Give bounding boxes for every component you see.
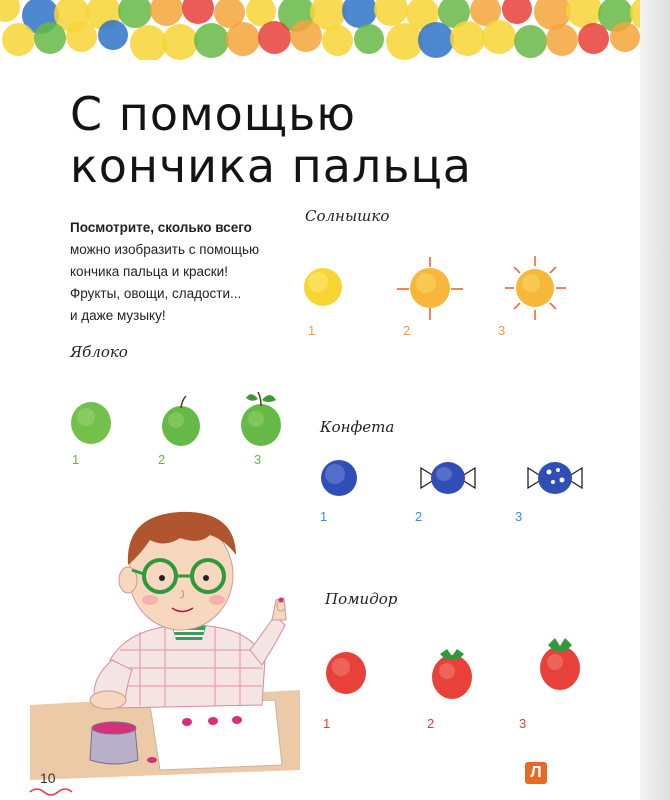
candy-step-2: 2 xyxy=(415,509,423,524)
boy-illustration xyxy=(30,512,300,780)
apple-step-3: 3 xyxy=(254,452,262,467)
tomato-step-1: 1 xyxy=(323,716,331,731)
intro-line-1: Посмотрите, сколько всего xyxy=(70,220,252,235)
tomato-step-3: 3 xyxy=(519,716,527,731)
candy-step-1-illustration xyxy=(321,460,357,496)
candy-step-2-illustration xyxy=(421,462,475,494)
tomato-step-2: 2 xyxy=(427,716,435,731)
tomato-step-1-illustration xyxy=(326,652,366,694)
candy-step-3: 3 xyxy=(515,509,523,524)
tomato-label: Помидор xyxy=(325,590,398,608)
sun-step-3-illustration xyxy=(505,256,566,320)
candy-step-3-illustration xyxy=(528,462,582,494)
page-title-line-2: кончика пальца xyxy=(70,139,472,193)
sun-step-1-illustration xyxy=(304,268,342,306)
sun-step-1: 1 xyxy=(308,323,316,338)
candy-label: Конфета xyxy=(320,418,395,436)
apple-step-2: 2 xyxy=(158,452,166,467)
candy-step-1: 1 xyxy=(320,509,328,524)
sun-label: Солнышко xyxy=(305,207,390,225)
sun-step-3: 3 xyxy=(498,323,506,338)
intro-line-4: Фрукты, овощи, сладости... xyxy=(70,286,242,301)
tomato-step-2-illustration xyxy=(432,649,472,699)
page-number: 10 xyxy=(40,770,56,786)
apple-label: Яблоко xyxy=(70,343,128,361)
apple-step-2-illustration xyxy=(162,396,200,446)
apple-step-1: 1 xyxy=(72,452,80,467)
apple-step-1-illustration xyxy=(71,402,111,444)
sun-step-2: 2 xyxy=(403,323,411,338)
tomato-step-3-illustration xyxy=(540,638,580,690)
intro-line-3: кончика пальца и краски! xyxy=(70,264,228,279)
publisher-logo: Л xyxy=(525,762,547,784)
page-number-wave xyxy=(30,789,72,795)
sun-step-2-illustration xyxy=(397,257,463,320)
page-title-line-1: С помощью xyxy=(70,87,356,141)
intro-line-5: и даже музыку! xyxy=(70,308,166,323)
intro-line-2: можно изобразить с помощью xyxy=(70,242,260,257)
apple-step-3-illustration xyxy=(241,392,281,446)
